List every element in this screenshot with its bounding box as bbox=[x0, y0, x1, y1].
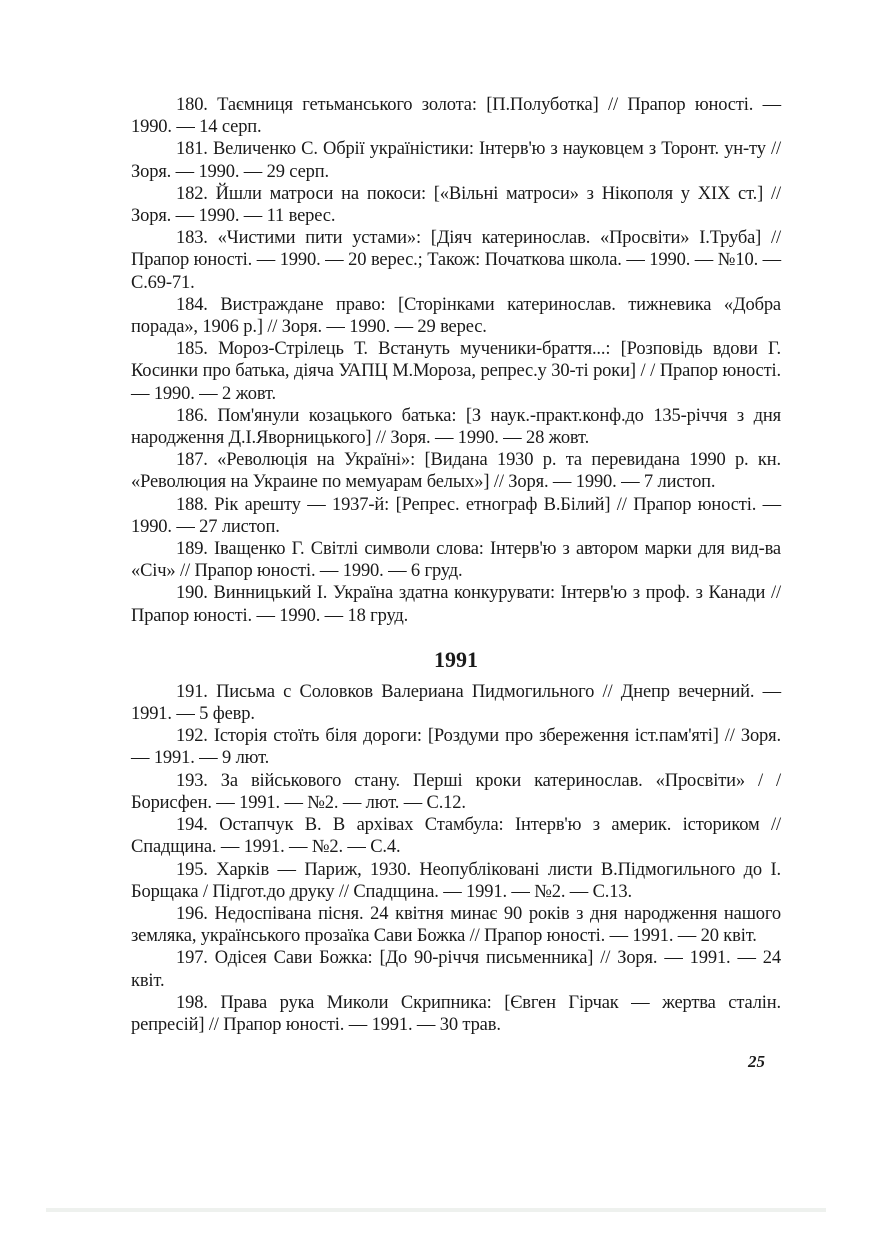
bibliography-entry: 192. Історія стоїть біля дороги: [Роздуми про збереження іст.пам'яті] // Зоря. — 1991. — 9 лют. bbox=[131, 726, 781, 769]
bibliography-entry: 194. Остапчук В. В архівах Стамбула: Інтерв'ю з америк. істориком // Спадщина. — 1991. — №2. — С.4. bbox=[131, 815, 781, 858]
bibliography-entry: 183. «Чистими пити устами»: [Діяч катеринослав. «Просвіти» І.Труба] // Прапор юності. — 1990. — 20 верес.; Також: Початкова школа. — 1990. — №10. — С.69-71. bbox=[131, 228, 781, 293]
bibliography-entry: 189. Іващенко Г. Світлі символи слова: Інтерв'ю з автором марки для вид-ва «Січ» // Прапор юності. — 1990. — 6 груд. bbox=[131, 539, 781, 582]
bibliography-entry: 188. Рік арешту — 1937-й: [Репрес. етнограф В.Білий] // Прапор юності. — 1990. — 27 листоп. bbox=[131, 494, 781, 537]
bibliography-entry: 198. Права рука Миколи Скрипника: [Євген Гірчак — жертва сталін. репресій] // Прапор юності. — 1991. — 30 трав. bbox=[131, 992, 781, 1035]
bibliography-entry: 182. Йшли матроси на покоси: [«Вільні матроси» з Нікополя у XIX ст.] // Зоря. — 1990. — 11 верес. bbox=[131, 183, 781, 227]
page-number: 25 bbox=[748, 1052, 765, 1071]
bibliography-entry: 191. Письма с Соловков Валериана Пидмогильного // Днепр вечерний. — 1991. — 5 февр. bbox=[131, 681, 781, 725]
bibliography-entry: 196. Недоспівана пісня. 24 квітня минає 90 років з дня народження нашого земляка, українського прозаїка Сави Божка // Прапор юності. — 1991. — 20 квіт. bbox=[131, 903, 781, 947]
year-heading: 1991 bbox=[434, 646, 478, 672]
bibliography-entry: 195. Харків — Париж, 1930. Неопубліковані листи В.Підмогильного до І. Борщака / Підгот.до друку // Спадщина. — 1991. — №2. — С.13. bbox=[131, 859, 781, 902]
entries-1991-list bbox=[131, 681, 781, 1036]
bibliography-entry: 186. Пом'янули козацького батька: [З наук.-практ.конф.до 135-річчя з дня народження Д.І.Яворницького] // Зоря. — 1990. — 28 жовт. bbox=[131, 405, 781, 449]
bibliography-entry: 181. Величенко С. Обрії україністики: Інтерв'ю з науковцем з Торонт. ун-ту // Зоря. — 1990. — 29 серп. bbox=[131, 139, 781, 182]
bibliography-entry: 193. За військового стану. Перші кроки катеринослав. «Просвіти» / / Борисфен. — 1991. — №2. — лют. — С.12. bbox=[131, 770, 781, 813]
bottom-divider bbox=[46, 1208, 826, 1212]
bibliography-entry: 190. Винницький І. Україна здатна конкурувати: Інтерв'ю з проф. з Канади // Прапор юності. — 1990. — 18 груд. bbox=[131, 583, 781, 626]
bibliography-entry: 180. Таємниця гетьманського золота: [П.Полуботка] // Прапор юності. — 1990. — 14 серп. bbox=[131, 95, 781, 138]
bibliography-entry: 197. Одісея Сави Божка: [До 90-річчя письменника] // Зоря. — 1991. — 24 квіт. bbox=[131, 948, 781, 991]
bibliography-entry: 187. «Революція на Україні»: [Видана 1930 р. та перевидана 1990 р. кн. «Революция на Украине по мемуарам белых»] // Зоря. — 1990. — 7 листоп. bbox=[131, 450, 781, 493]
bibliography-text bbox=[131, 94, 781, 1036]
entries-1990-list bbox=[131, 94, 781, 627]
bibliography-entry: 184. Вистраждане право: [Сторінками катеринослав. тижневика «Добра порада», 1906 р.] // Зоря. — 1990. — 29 верес. bbox=[131, 294, 781, 338]
bibliography-entry: 185. Мороз-Стрілець Т. Встануть мученики-браття...: [Розповідь вдови Г. Косинки про батька, діяча УАПЦ М.Мороза, репрес.у 30-ті роки] / / Прапор юності. — 1990. — 2 жовт. bbox=[131, 339, 781, 404]
